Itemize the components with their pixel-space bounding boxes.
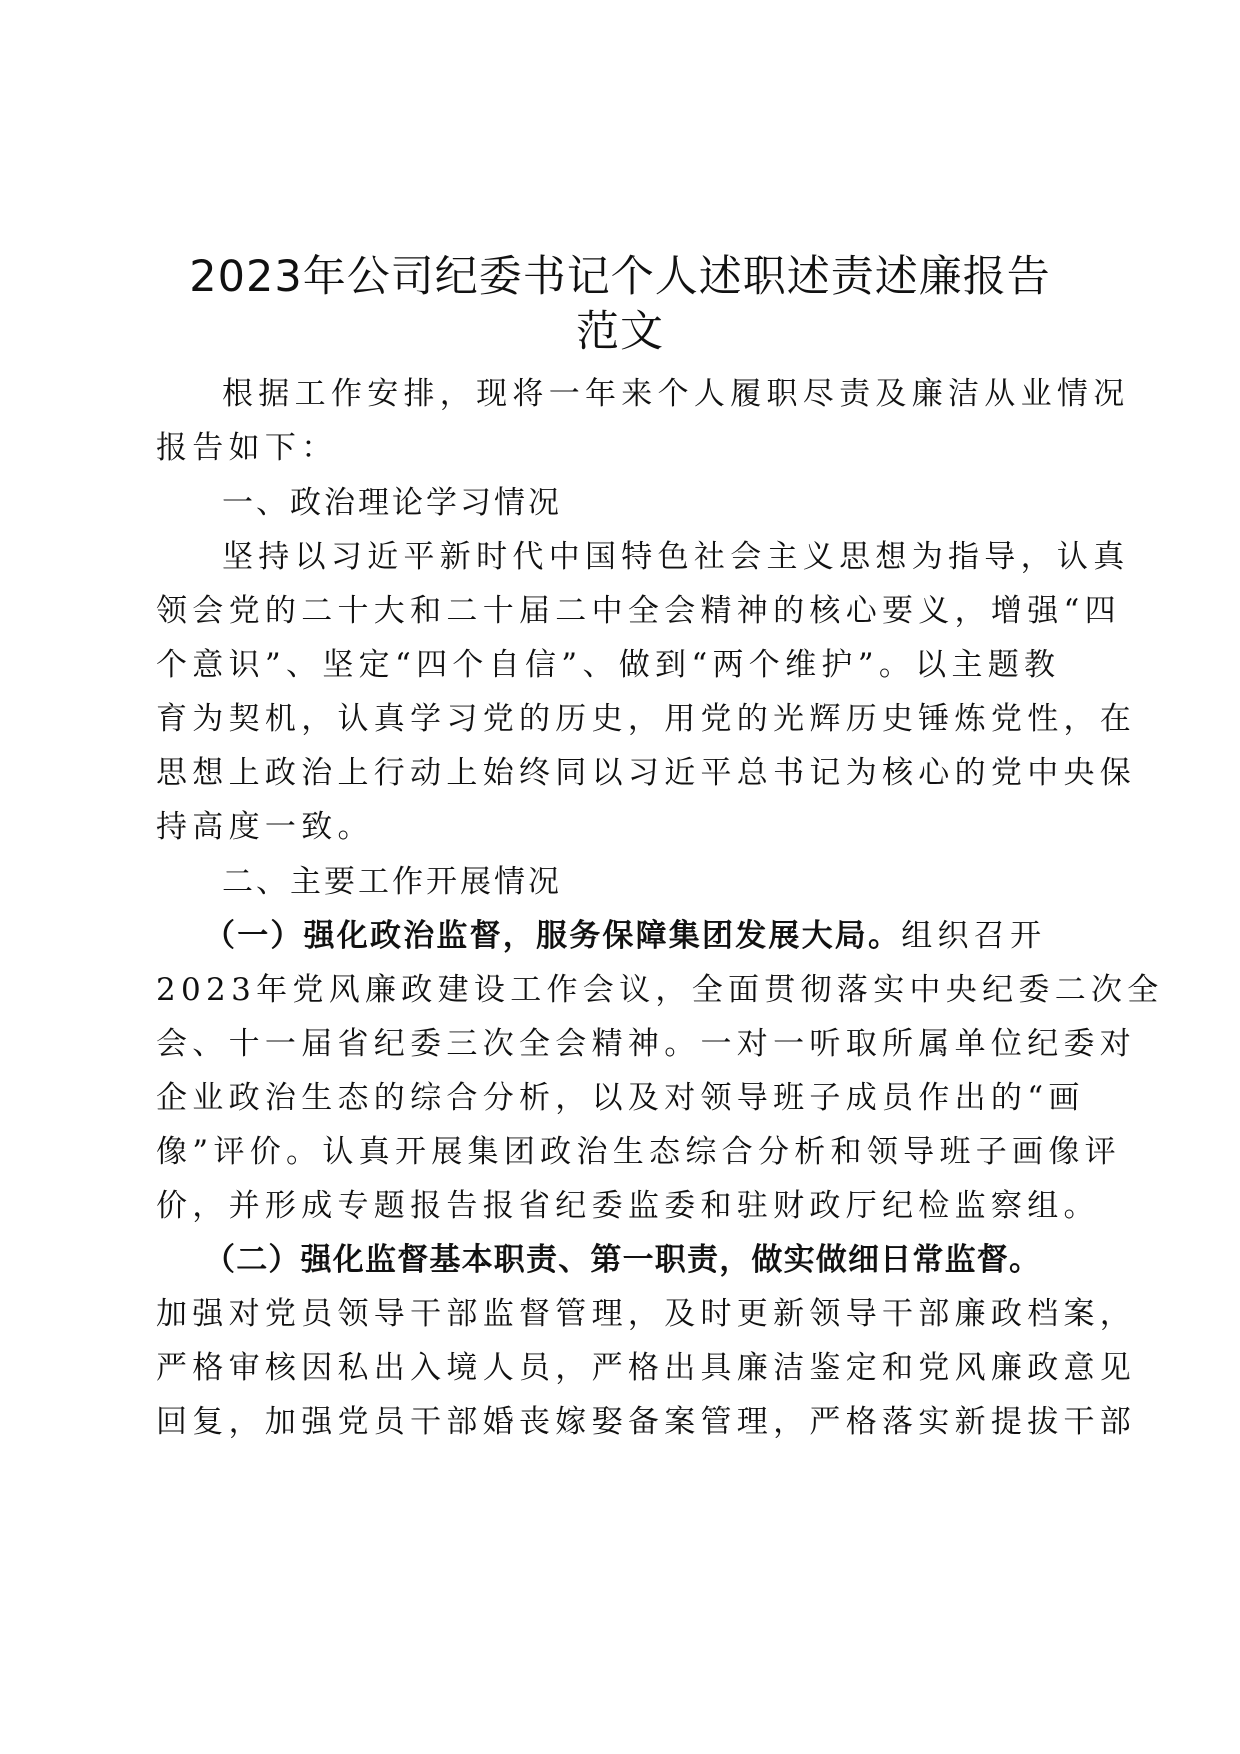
section-1-heading: 一、政治理论学习情况	[222, 485, 562, 521]
section-1-line: 育为契机，认真学习党的历史，用党的光辉历史锤炼党性，在	[156, 701, 1137, 737]
sub-2-title: （二）强化监督基本职责、第一职责，做实做细日常监督。	[204, 1242, 1042, 1278]
sub-2-line: 加强对党员领导干部监督管理，及时更新领导干部廉政档案，	[156, 1296, 1137, 1332]
section-1-line: 领会党的二十大和二十届二中全会精神的核心要义，增强“四	[156, 593, 1121, 629]
sub-1-line: 价，并形成专题报告报省纪委监委和驻财政厅纪检监察组。	[156, 1188, 1100, 1224]
sub-1-first-line-rest: 组织召开	[901, 918, 1047, 954]
document-title-line-2: 范文	[576, 307, 664, 357]
sub-1-line: 2023年党风廉政建设工作会议，全面贯彻落实中央纪委二次全	[156, 972, 1164, 1008]
sub-1-line: 会、十一届省纪委三次全会精神。一对一听取所属单位纪委对	[156, 1026, 1137, 1062]
intro-line-1: 根据工作安排，现将一年来个人履职尽责及廉洁从业情况	[222, 376, 1130, 412]
section-1-line: 思想上政治上行动上始终同以习近平总书记为核心的党中央保	[156, 755, 1137, 791]
sub-1-line: 像”评价。认真开展集团政治生态综合分析和领导班子画像评	[156, 1134, 1121, 1170]
sub-1-title: （一）强化政治监督，服务保障集团发展大局。	[204, 918, 902, 954]
sub-2-title-line	[204, 1238, 1086, 1282]
section-2-heading: 二、主要工作开展情况	[222, 864, 562, 900]
section-1-line: 个意识”、坚定“四个自信”、做到“两个维护”。以主题教	[156, 647, 1061, 683]
intro-line-2: 报告如下：	[156, 430, 338, 466]
section-1-line: 持高度一致。	[156, 809, 374, 845]
sub-1-first-line	[204, 914, 1086, 958]
sub-1-line: 企业政治生态的综合分析，以及对领导班子成员作出的“画	[156, 1080, 1085, 1116]
sub-2-line: 严格审核因私出入境人员，严格出具廉洁鉴定和党风廉政意见	[156, 1350, 1137, 1386]
sub-2-line: 回复，加强党员干部婚丧嫁娶备案管理，严格落实新提拔干部	[156, 1404, 1137, 1440]
document-title-line-1: 2023年公司纪委书记个人述职述责述廉报告	[189, 252, 1051, 302]
section-1-line: 坚持以习近平新时代中国特色社会主义思想为指导，认真	[222, 539, 1130, 575]
